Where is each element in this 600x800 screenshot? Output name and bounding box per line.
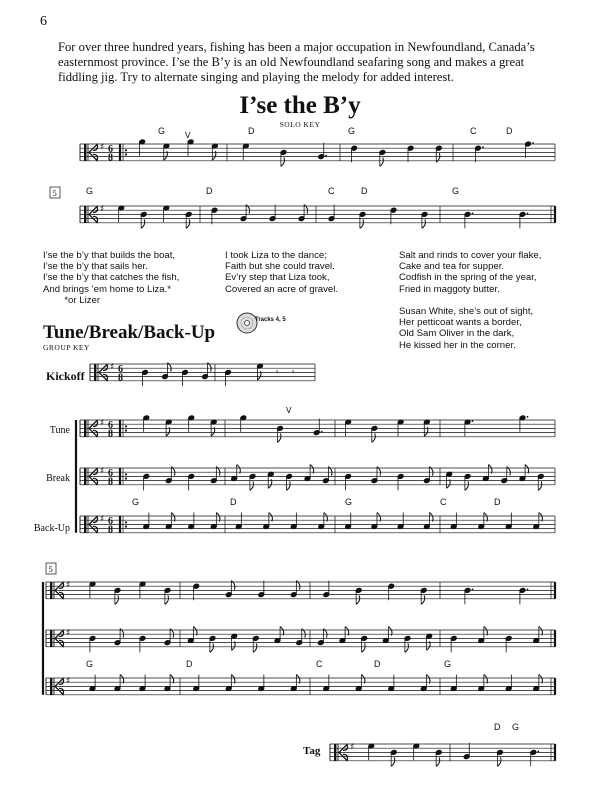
chord-symbol: G <box>348 126 356 136</box>
sharp-icon: ♯ <box>110 362 115 373</box>
eighth-rest-icon: 𝄾 <box>292 368 295 378</box>
note-flag <box>186 219 190 228</box>
alto-clef-icon <box>334 744 336 761</box>
note-flag <box>372 433 376 442</box>
sharp-icon: ♯ <box>350 742 355 753</box>
note-flag <box>422 219 426 228</box>
repeat-dot <box>125 521 127 523</box>
repeat-dot <box>125 425 127 427</box>
song-title: I’se the B’y <box>239 92 361 119</box>
note-flag <box>210 643 214 652</box>
part-label-backup: Back-Up <box>33 523 70 534</box>
chord-symbol: G <box>512 722 520 732</box>
time-signature-bottom: 8 <box>108 524 113 536</box>
part-label-tune: Tune <box>49 425 70 436</box>
note-dot <box>321 431 323 433</box>
sharp-icon: ♯ <box>100 514 105 525</box>
chord-symbol: G <box>86 186 94 196</box>
chord-symbol: C <box>440 497 447 507</box>
repeat-dot <box>125 429 127 431</box>
repeat-dot <box>125 477 127 479</box>
note-dot <box>527 213 529 215</box>
time-signature-top: 6 <box>108 419 113 431</box>
note-flag <box>165 595 169 604</box>
lyrics-verse-1: I’se the b’y that builds the boat, I’se the b’y that sails her. I’se the b’y that catches the fish, And brings ’em home to Liza.* *or Lizer <box>43 250 180 306</box>
chord-symbol: D <box>186 659 193 669</box>
time-signature-bottom: 8 <box>108 476 113 488</box>
time-signature-bottom: 8 <box>108 152 113 164</box>
up-bow-icon: V <box>185 131 191 140</box>
note-flag <box>277 433 281 442</box>
chord-symbol: G <box>86 659 94 669</box>
chord-symbol: D <box>494 722 501 732</box>
chord-symbol: C <box>316 659 323 669</box>
note-flag <box>287 481 291 490</box>
note-dot <box>472 213 474 215</box>
note-flag <box>360 219 364 228</box>
chord-symbol: D <box>374 659 381 669</box>
chord-symbol: G <box>444 659 452 669</box>
note-flag <box>115 595 119 604</box>
alto-clef-icon <box>84 206 86 223</box>
time-signature-top: 6 <box>108 467 113 479</box>
time-signature-top: 6 <box>108 143 113 155</box>
page-number: 6 <box>40 14 47 29</box>
section-heading: Tune/Break/Back-Up <box>43 322 216 343</box>
note-dot <box>482 146 484 148</box>
alto-clef-icon <box>50 582 52 599</box>
eighth-rest-icon: 𝄾 <box>276 368 279 378</box>
repeat-dot <box>125 149 127 151</box>
note-flag <box>465 481 469 490</box>
sharp-icon: ♯ <box>100 142 105 153</box>
chord-symbol: G <box>345 497 353 507</box>
note-flag <box>405 643 409 652</box>
note-flag <box>253 643 257 652</box>
note-flag <box>362 643 366 652</box>
alto-clef-icon <box>84 144 86 161</box>
note-dot <box>472 420 474 422</box>
measure-number: 5 <box>48 564 53 574</box>
note-dot <box>325 155 327 157</box>
chord-symbol: G <box>158 126 166 136</box>
note-flag <box>538 481 542 490</box>
up-bow-icon: V <box>286 406 292 415</box>
chord-symbol: D <box>230 497 237 507</box>
note-flag <box>281 157 285 166</box>
intro-paragraph: For over three hundred years, fishing has been a major occupation in Newfoundland, Canada’s easternmost province. I’se the B’y is an old Newfoundland seafaring song and makes a great fiddling jig. Try to alternate singing and playing the melody for added interest. <box>58 40 535 84</box>
repeat-dot <box>125 153 127 155</box>
sharp-icon: ♯ <box>100 204 105 215</box>
measure-number: 5 <box>52 188 57 198</box>
solo-key-label: SOLO KEY <box>279 120 321 129</box>
sharp-icon: ♯ <box>100 418 105 429</box>
chord-symbol: D <box>206 186 213 196</box>
kickoff-label: Kickoff <box>46 369 85 383</box>
lyrics-verse-3: Salt and rinds to cover your flake, Cake and tea for supper. Codfish in the spring of the year, Fried in maggoty butter. Susan White, she’s out of sight, Her petticoat wants a border, Old Sam Oliver in the dark, He kissed her in the corner. <box>399 250 542 351</box>
note-flag <box>356 595 360 604</box>
note-flag <box>141 219 145 228</box>
chord-symbol: C <box>328 186 335 196</box>
chord-symbol: D <box>248 126 255 136</box>
note-flag <box>380 157 384 166</box>
chord-symbol: G <box>452 186 460 196</box>
tracks-label: Tracks 4, 5 <box>255 317 286 323</box>
repeat-dot <box>125 473 127 475</box>
note-flag <box>436 757 440 766</box>
alto-clef-icon <box>84 420 86 437</box>
chord-symbol: G <box>132 497 140 507</box>
note-flag <box>497 757 501 766</box>
tag-label: Tag <box>303 745 321 757</box>
alto-clef-icon <box>50 678 52 695</box>
sharp-icon: ♯ <box>66 580 71 591</box>
alto-clef-icon <box>50 630 52 647</box>
alto-clef-icon <box>84 468 86 485</box>
time-signature-top: 6 <box>108 515 113 527</box>
sharp-icon: ♯ <box>100 466 105 477</box>
alto-clef-icon <box>94 364 96 381</box>
chord-symbol: D <box>506 126 513 136</box>
part-label-break: Break <box>46 473 70 484</box>
note-flag <box>421 595 425 604</box>
lyrics-verse-2: I took Liza to the dance; Faith but she could travel. Ev’ry step that Liza took, Covered an acre of gravel. <box>225 250 339 295</box>
chord-symbol: C <box>470 126 477 136</box>
time-signature-bottom: 8 <box>108 428 113 440</box>
group-key-label: GROUP KEY <box>43 343 90 352</box>
time-signature-bottom: 8 <box>118 372 123 384</box>
note-dot <box>537 751 539 753</box>
repeat-dot <box>125 525 127 527</box>
sharp-icon: ♯ <box>66 628 71 639</box>
note-flag <box>250 481 254 490</box>
note-flag <box>391 757 395 766</box>
chord-symbol: D <box>361 186 368 196</box>
time-signature-top: 6 <box>118 363 123 375</box>
note-dot <box>527 589 529 591</box>
note-dot <box>527 416 529 418</box>
note-dot <box>532 142 534 144</box>
chord-symbol: D <box>494 497 501 507</box>
alto-clef-icon <box>84 516 86 533</box>
sharp-icon: ♯ <box>66 676 71 687</box>
note-dot <box>472 589 474 591</box>
